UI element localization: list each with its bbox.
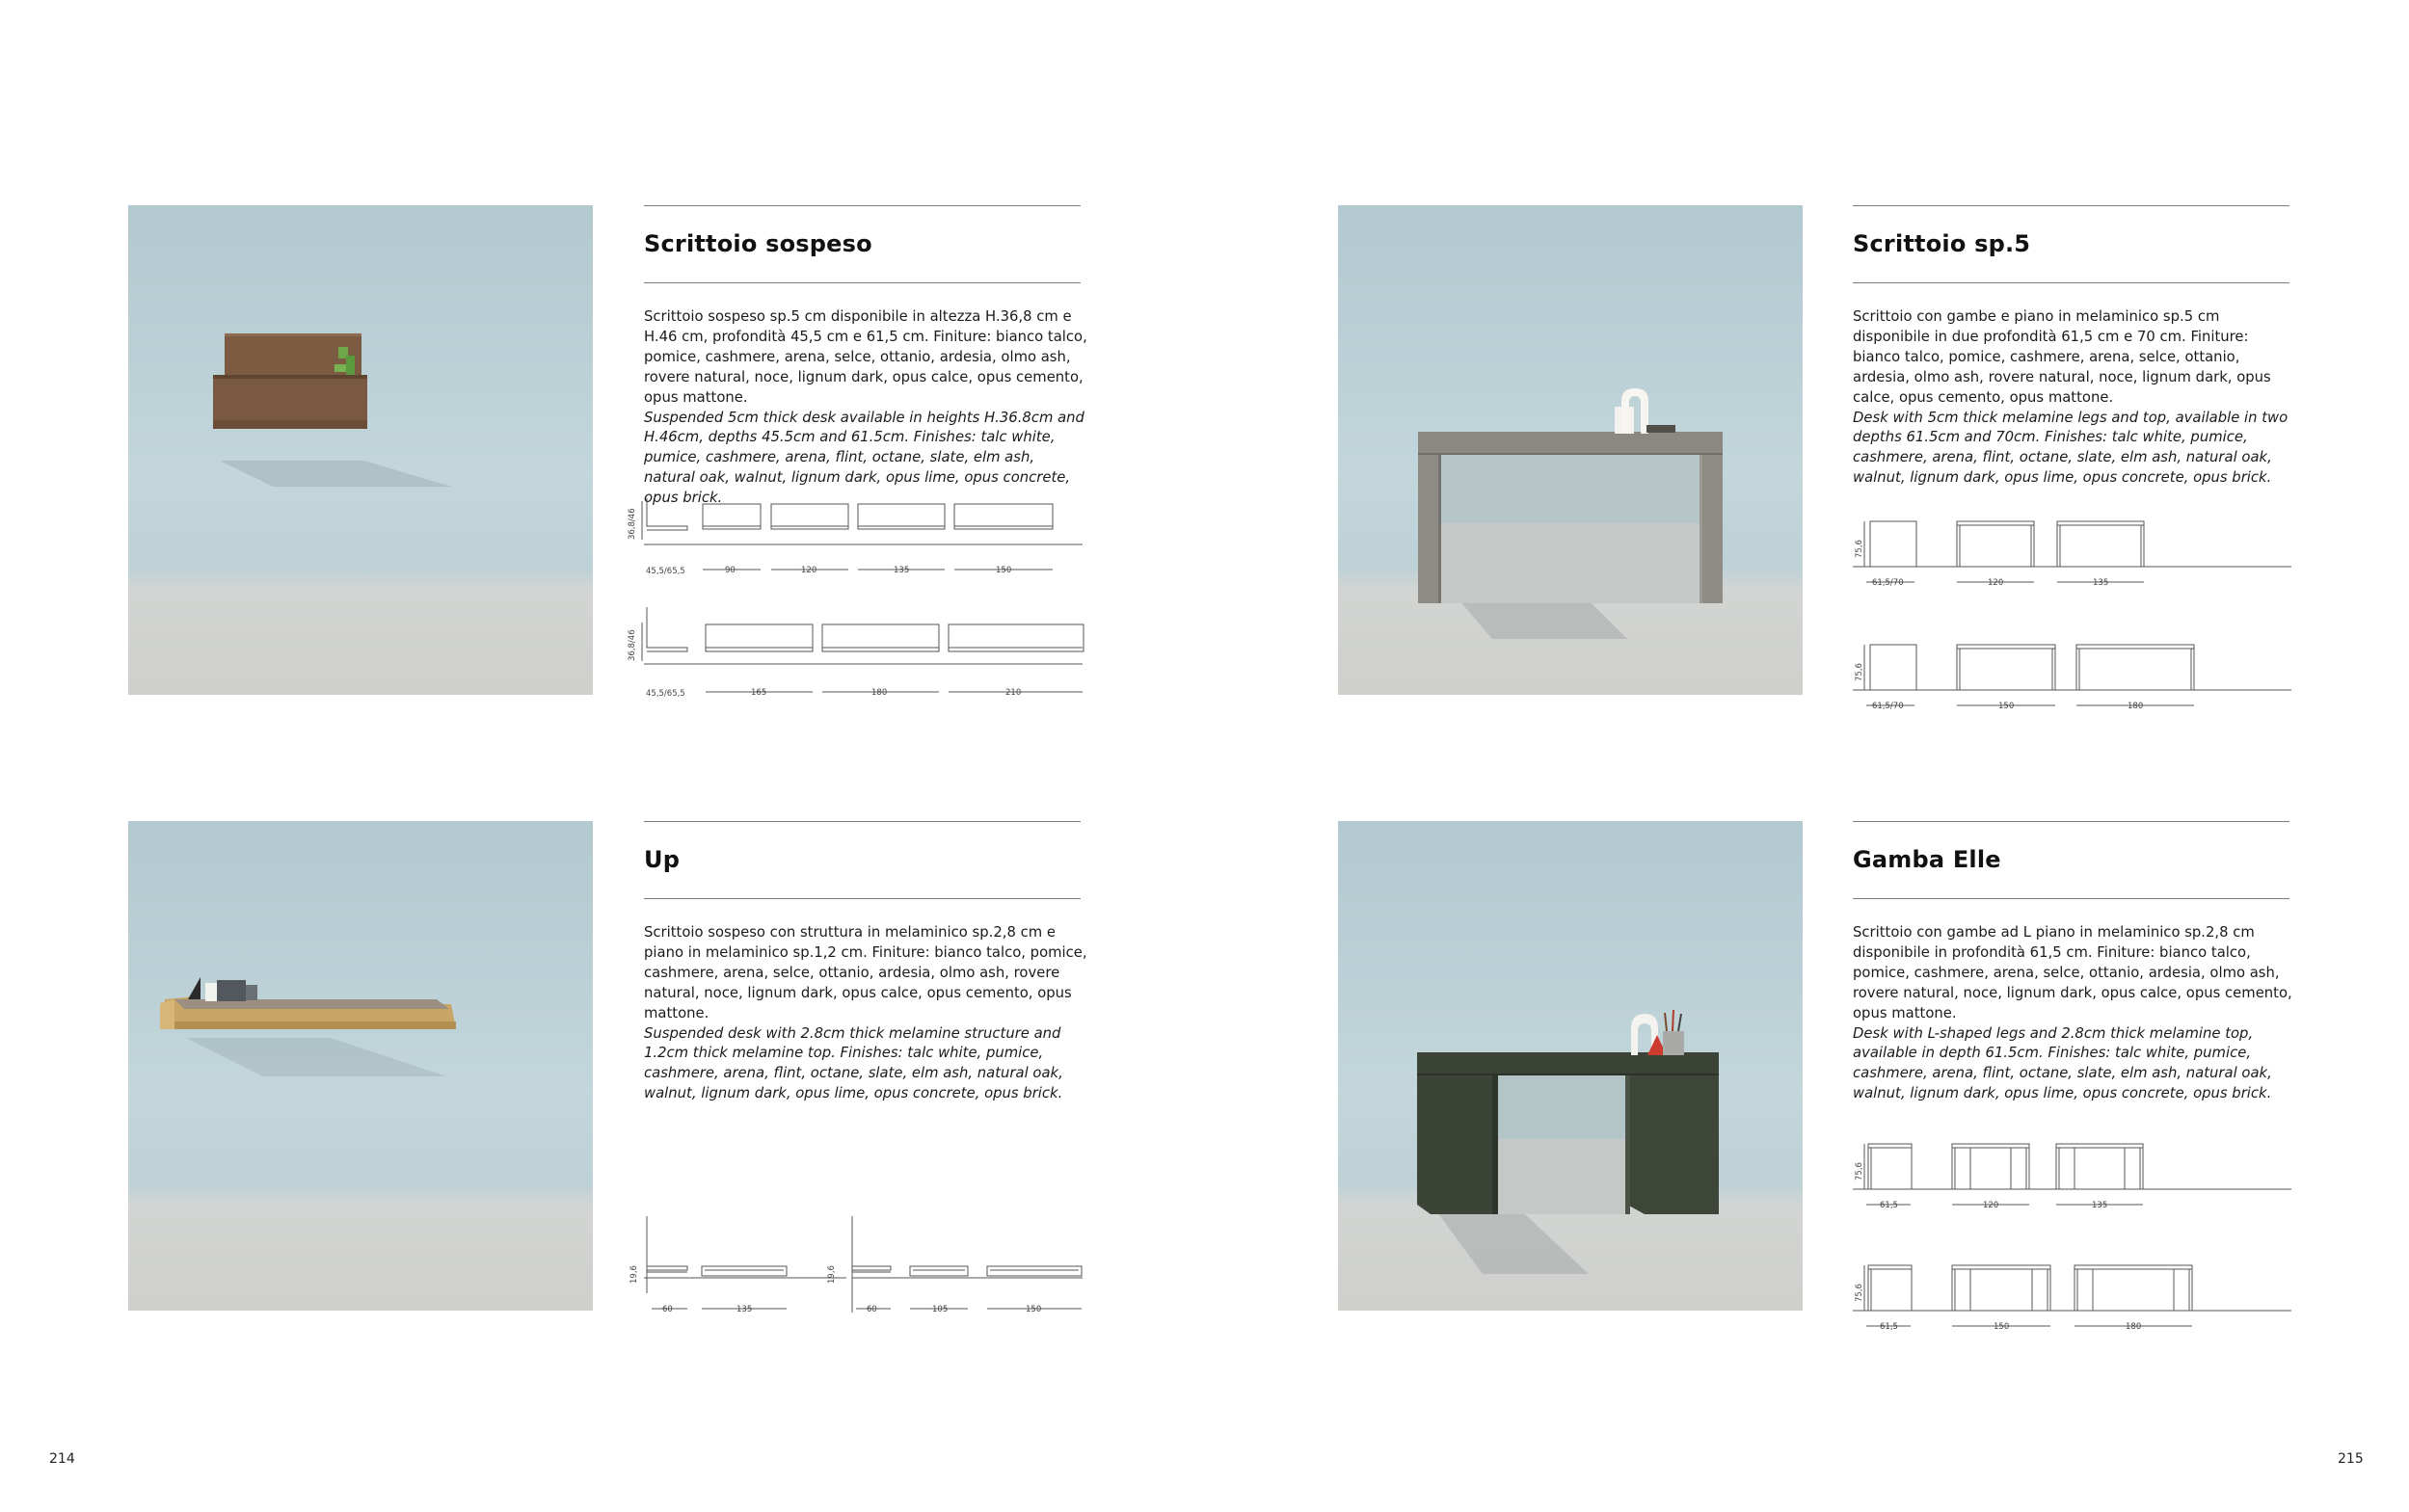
product-title: Up [644,846,681,873]
title-rule [644,282,1081,283]
description-english: Desk with 5cm thick melamine legs and top, available in two depths 61.5cm and 70cm. Finishes: talc white, pumice, cashmere, arena, flint, octane, slate, elm ash, natural oak, walnut, lignum dark, opus lime, opus concrete, opus brick. [1853,409,2289,487]
product-photo-scrittoio-sp5 [1338,205,1803,695]
page-number-right: 215 [2338,1451,2364,1467]
product-description [644,307,1087,509]
wall-desk-oak-illustration [128,821,593,1311]
technical-drawing [628,482,1083,713]
desk-green-illustration [1338,821,1803,1311]
height-label: 75,6 [1855,540,1864,558]
top-rule [1853,205,2289,206]
height-label: 75,6 [1855,1162,1864,1180]
height-label: 75,6 [1855,1284,1864,1302]
wall-desk-walnut-illustration [128,205,593,695]
width-label: 105 [932,1305,949,1314]
description-italian: Scrittoio sospeso con struttura in melaminico sp.2,8 cm e piano in melaminico sp.1,2 cm. Finiture: bianco talco, pomice, cashmere, arena, selce, ottanio, ardesia, olmo ash, rovere natural, noce, lignum dark, opus calce, opus cemento, opus mattone. [644,924,1087,1021]
width-label: 120 [801,566,817,575]
height-label: 75,6 [1855,663,1864,681]
title-rule [644,898,1081,899]
width-label: 150 [996,566,1012,575]
product-description [1853,923,2296,1104]
width-label: 135 [736,1305,753,1314]
product-photo-gamba-elle [1338,821,1803,1311]
depth-label: 61,5 [1880,1322,1898,1332]
height-label: 36,8/46 [628,508,637,540]
technical-drawing [1853,1134,2291,1341]
width-label: 135 [894,566,910,575]
product-title: Scrittoio sospeso [644,230,872,257]
description-italian: Scrittoio con gambe ad L piano in melaminico sp.2,8 cm disponibile in profondità 61,5 cm. Finiture: bianco talco, pomice, cashmere, arena, selce, ottanio, ardesia, olmo ash, rovere natural, noce, lignum dark, opus calce, opus cemento, opus mattone. [1853,924,2292,1021]
depth-label: 61,5 [1880,1201,1898,1210]
width-label: 210 [1005,688,1022,698]
top-rule [644,205,1081,206]
top-rule [1853,821,2289,822]
product-photo-scrittoio-sospeso [128,205,593,695]
description-english: Suspended 5cm thick desk available in heights H.36.8cm and H.46cm, depths 45.5cm and 61.5cm. Finishes: talc white, pumice, cashmere, arena, flint, octane, slate, elm ash, natural oak, walnut, lignum dark, opus lime, opus concrete, opus brick. [644,409,1084,507]
width-label: 180 [2128,702,2144,711]
width-label: 120 [1983,1201,1999,1210]
depth-label: 60 [867,1305,877,1314]
width-label: 180 [871,688,888,698]
description-italian: Scrittoio con gambe e piano in melaminico sp.5 cm disponibile in due profondità 61,5 cm e 70 cm. Finiture: bianco talco, pomice, cashmere, arena, selce, ottanio, ardesia, olmo ash, rovere natural, noce, lignum dark, opus calce, opus cemento, opus mattone. [1853,308,2271,406]
height-label: 36,8/46 [628,629,637,661]
width-label: 180 [2126,1322,2142,1332]
depth-label: 61,5/70 [1872,578,1904,588]
depth-label: 45,5/65,5 [646,567,685,576]
technical-drawing [629,1216,1083,1341]
title-rule [1853,282,2289,283]
product-description [644,923,1087,1104]
depth-label: 60 [662,1305,673,1314]
width-label: 90 [725,566,736,575]
product-photo-up [128,821,593,1311]
title-rule [1853,898,2289,899]
height-label: 19,6 [827,1265,837,1284]
description-english: Desk with L-shaped legs and 2.8cm thick melamine top, available in depth 61.5cm. Finishes: talc white, pumice, cashmere, arena, flint, octane, slate, elm ash, natural oak, walnut, lignum dark, opus lime, opus concrete, opus brick. [1853,1024,2272,1102]
description-english: Suspended desk with 2.8cm thick melamine structure and 1.2cm thick melamine top. Finishes: talc white, pumice, cashmere, arena, flint, octane, slate, elm ash, natural oak, walnut, lignum dark, opus lime, opus concrete, opus brick. [644,1024,1063,1102]
top-rule [644,821,1081,822]
height-label: 19,6 [629,1265,639,1284]
product-title: Gamba Elle [1853,846,2001,873]
width-label: 135 [2092,1201,2108,1210]
desk-concrete-illustration [1338,205,1803,695]
product-description [1853,307,2296,489]
depth-label: 61,5/70 [1872,702,1904,711]
width-label: 150 [1026,1305,1042,1314]
width-label: 120 [1988,578,2004,588]
depth-label: 45,5/65,5 [646,689,685,699]
product-title: Scrittoio sp.5 [1853,230,2031,257]
description-italian: Scrittoio sospeso sp.5 cm disponibile in altezza H.36,8 cm e H.46 cm, profondità 45,5 cm e 61,5 cm. Finiture: bianco talco, pomice, cashmere, arena, selce, ottanio, ardesia, olmo ash, rovere natural, noce, lignum dark, opus calce, opus cemento, opus mattone. [644,308,1087,406]
width-label: 165 [751,688,767,698]
page-number-left: 214 [49,1451,75,1467]
technical-drawing [1853,514,2291,721]
width-label: 135 [2093,578,2109,588]
width-label: 150 [1998,702,2015,711]
width-label: 150 [1994,1322,2010,1332]
